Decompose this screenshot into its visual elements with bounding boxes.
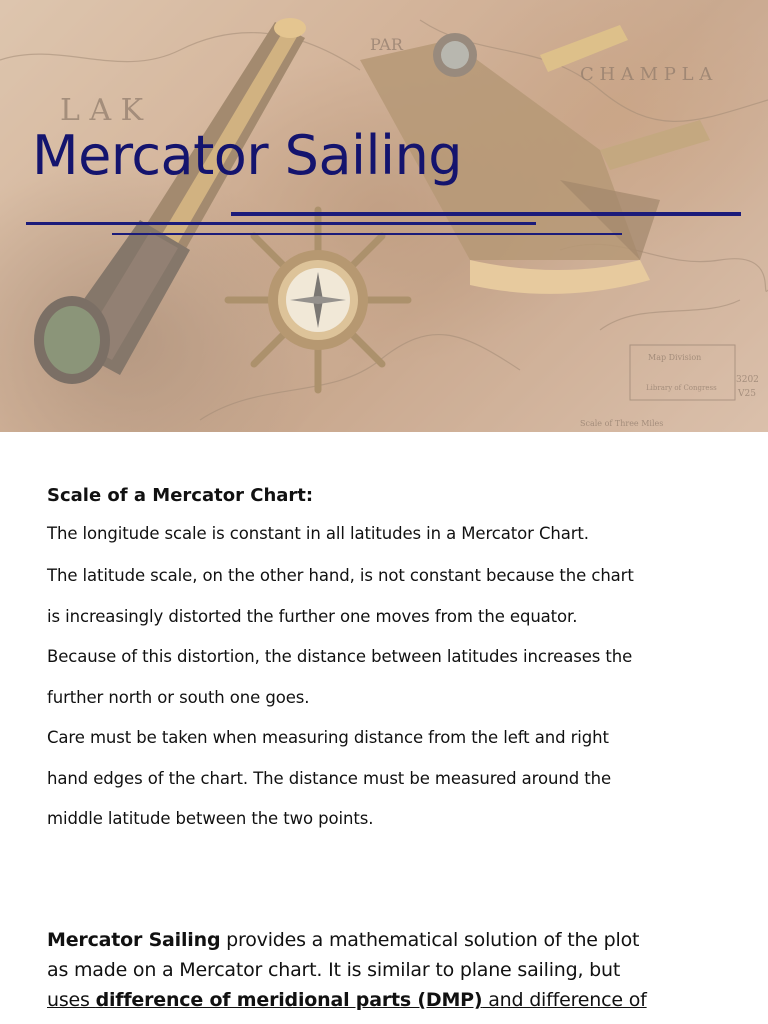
title-rule-bottom bbox=[112, 233, 622, 235]
paragraph-line: middle latitude between the two points. bbox=[47, 809, 374, 828]
text-span: provides a mathematical solution of the plot bbox=[220, 929, 640, 951]
paragraph-line: is increasingly distorted the further one moves from the equator. bbox=[47, 606, 578, 626]
paragraph-line: Care must be taken when measuring distance from the left and right bbox=[47, 728, 609, 747]
page-title: Mercator Sailing bbox=[32, 124, 463, 187]
banner-overlay bbox=[0, 0, 768, 432]
svg-text:Map Division: Map Division bbox=[648, 353, 702, 362]
mercator-sailing-paragraph bbox=[47, 925, 747, 1015]
svg-text:Library of Congress: Library of Congress bbox=[646, 384, 717, 392]
map-label: L A K bbox=[60, 93, 144, 128]
term-mercator-sailing: Mercator Sailing bbox=[47, 929, 221, 951]
svg-text:C H A M P L A: C H A M P L A bbox=[580, 64, 713, 85]
text-span: and difference of bbox=[482, 989, 647, 1011]
section-heading: Scale of a Mercator Chart: bbox=[47, 485, 314, 506]
paragraph-line bbox=[47, 985, 747, 1015]
title-rule-middle bbox=[26, 222, 536, 225]
paragraph-line: Because of this distortion, the distance between latitudes increases the bbox=[47, 647, 633, 666]
svg-text:3202: 3202 bbox=[736, 375, 759, 385]
paragraph-line: as made on a Mercator chart. It is similar to plane sailing, but bbox=[47, 959, 621, 981]
svg-text:V25: V25 bbox=[738, 389, 756, 399]
title-rule-top bbox=[231, 212, 741, 216]
svg-text:Scale of Three Miles: Scale of Three Miles bbox=[580, 419, 664, 428]
paragraph-line bbox=[47, 925, 747, 955]
paragraph-line: further north or south one goes. bbox=[47, 687, 310, 707]
text-span: uses bbox=[47, 989, 96, 1011]
header-banner bbox=[0, 0, 768, 432]
paragraph-line: The longitude scale is constant in all latitudes in a Mercator Chart. bbox=[47, 524, 589, 543]
scale-section bbox=[47, 478, 737, 840]
svg-text:PAR: PAR bbox=[370, 35, 403, 54]
paragraph-line: The latitude scale, on the other hand, is not constant because the chart bbox=[47, 566, 634, 585]
term-dmp: difference of meridional parts (DMP) bbox=[95, 989, 483, 1011]
paragraph-line: hand edges of the chart. The distance must be measured around the bbox=[47, 768, 612, 788]
